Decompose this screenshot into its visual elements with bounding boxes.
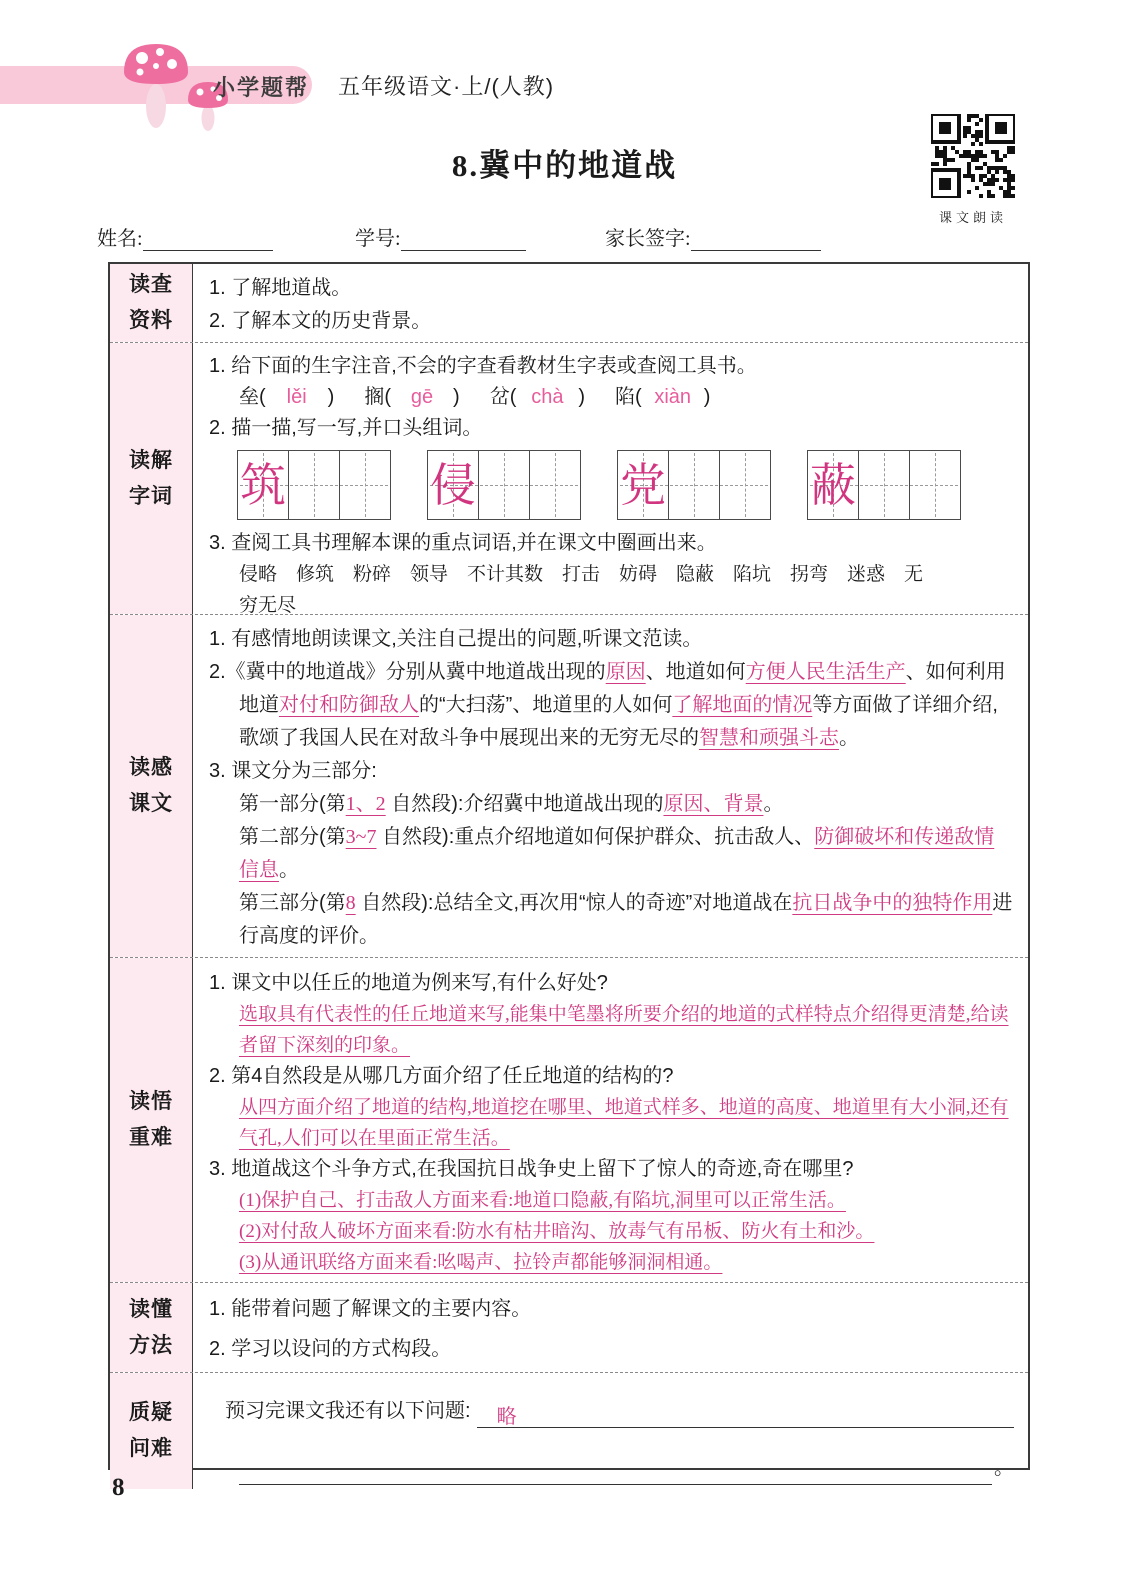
answer-line: 选取具有代表性的任丘地道来写,能集中笔墨将所要介绍的地道的式样特点介绍得更清楚,给读者留下深刻的印象。	[239, 1004, 1009, 1056]
writing-grid	[237, 450, 391, 520]
grid-blank-cell[interactable]	[668, 451, 719, 519]
text-part-2: 第二部分(第3~7 自然段):重点介绍地道如何保护群众、抗击敌人、防御破坏和传递敌情信息。	[239, 826, 995, 881]
qr-caption: 课文朗读	[938, 210, 1007, 225]
section-read-feel-text	[110, 615, 1028, 958]
answer-line: 从四方面介绍了地道的结构,地道挖在哪里、地道式样多、地道的高度、地道里有大小洞,还有气孔,人们可以在里面正常生活。	[239, 1097, 1009, 1149]
parent-signature-blank[interactable]	[691, 230, 821, 251]
student-id-label: 学号:	[355, 228, 401, 250]
name-field-label: 姓名:	[97, 228, 143, 250]
text-part-3: 第三部分(第8 自然段):总结全文,再次用“惊人的奇迹”对地道战在抗日战争中的独特作用进行高度的评价。	[239, 892, 1013, 947]
pinyin-line	[209, 382, 1014, 413]
list-item: 2. 学习以设问的方式构段。	[209, 1338, 452, 1360]
grid-char-cell: 党	[618, 451, 668, 519]
list-item: 1. 给下面的生字注音,不会的字查看教材生字表或查阅工具书。	[209, 355, 757, 377]
writing-grid	[807, 450, 961, 520]
parent-signature-label: 家长签字:	[605, 228, 691, 250]
list-item: 3. 查阅工具书理解本课的重点词语,并在课文中圈画出来。	[209, 532, 717, 554]
answer-blank-line[interactable]	[239, 1458, 992, 1485]
student-id-blank[interactable]	[401, 230, 526, 251]
page-title: 8.冀中的地道战	[451, 148, 678, 183]
word-list: 侵略 修筑 粉碎 领导 不计其数 打击 妨碍 隐蔽 陷坑 拐弯 迷惑 无穷无尽	[239, 564, 924, 614]
grid-blank-cell[interactable]	[858, 451, 909, 519]
list-item: 2.《冀中的地道战》分别从冀中地道战出现的原因、地道如何方便人民生活生产、如何利用地道对付和防御敌人的“大扫荡”、地道里的人如何了解地面的情况等方面做了详细介绍,歌颂了我国人民在对敌斗争中展现出来的无穷无尽的智慧和顽强斗志。	[209, 661, 1006, 749]
parent-signature-field	[605, 222, 821, 251]
qr-block	[928, 114, 1018, 226]
section-read-comprehend-difficulties	[110, 958, 1028, 1283]
row-label: 读感 课文	[110, 615, 193, 957]
page-number: 8	[112, 1474, 125, 1501]
pinyin-item: 岔( chà )	[489, 386, 586, 408]
brand-badge: 小学题帮	[213, 75, 310, 100]
grid-blank-cell[interactable]	[288, 451, 339, 519]
name-field	[97, 222, 273, 251]
section-read-explain-words	[110, 343, 1028, 615]
worksheet-table	[108, 262, 1030, 1479]
row-label: 质疑 问难	[110, 1373, 193, 1489]
row-label: 读解 字词	[110, 343, 193, 614]
list-item: 3. 课文分为三部分:	[209, 760, 377, 782]
list-item: 2. 了解本文的历史背景。	[209, 310, 432, 332]
answer-line: (3)从通讯联络方面来看:吆喝声、拉铃声都能够洞洞相通。	[239, 1252, 723, 1273]
grid-blank-cell[interactable]	[478, 451, 529, 519]
row-label: 读懂 方法	[110, 1283, 193, 1372]
pinyin-item: 垒( lěi )	[239, 386, 335, 408]
section-read-understand-method	[110, 1283, 1028, 1373]
grid-char-cell: 筑	[238, 451, 288, 519]
name-field-blank[interactable]	[143, 230, 273, 251]
writing-grid	[427, 450, 581, 520]
question-prompt: 预习完课文我还有以下问题:	[225, 1400, 471, 1422]
question: 3. 地道战这个斗争方式,在我国抗日战争史上留下了惊人的奇迹,奇在哪里?	[209, 1158, 854, 1180]
answer-line: (1)保护自己、打击敌人方面来看:地道口隐蔽,有陷坑,洞里可以正常生活。	[239, 1190, 846, 1211]
section-read-check-materials	[110, 264, 1028, 343]
edition-label: 五年级语文·上/(人教)	[338, 74, 555, 99]
list-item: 1. 能带着问题了解课文的主要内容。	[209, 1298, 532, 1320]
period-mark: 。	[994, 1457, 1014, 1479]
grid-char-cell: 蔽	[808, 451, 858, 519]
text-part-1: 第一部分(第1、2 自然段):介绍冀中地道战出现的原因、背景。	[239, 793, 784, 815]
list-item: 1. 了解地道战。	[209, 277, 352, 299]
question: 2. 第4自然段是从哪几方面介绍了任丘地道的结构的?	[209, 1065, 674, 1087]
grid-blank-cell[interactable]	[529, 451, 580, 519]
section-question-doubts	[110, 1373, 1028, 1489]
answer-line: (2)对付敌人破坏方面来看:防水有枯井暗沟、放毒气有吊板、防火有土和沙。	[239, 1221, 875, 1242]
grid-blank-cell[interactable]	[909, 451, 960, 519]
row-label: 读查 资料	[110, 264, 193, 342]
list-item: 1. 有感情地朗读课文,关注自己提出的问题,听课文范读。	[209, 628, 703, 650]
question: 1. 课文中以任丘的地道为例来写,有什么好处?	[209, 972, 608, 994]
answer-short: 略	[496, 1406, 517, 1428]
writing-grid	[617, 450, 771, 520]
student-id-field	[355, 222, 526, 251]
pinyin-item: 陷( xiàn )	[615, 386, 711, 408]
list-item: 2. 描一描,写一写,并口头组词。	[209, 417, 483, 439]
pinyin-item: 搁( gē )	[364, 386, 460, 408]
answer-blank-line[interactable]	[477, 1401, 1014, 1428]
writing-grids	[209, 450, 1014, 520]
grid-char-cell: 侵	[428, 451, 478, 519]
qr-code-icon	[931, 185, 1015, 202]
row-label: 读悟 重难	[110, 958, 193, 1282]
grid-blank-cell[interactable]	[339, 451, 390, 519]
grid-blank-cell[interactable]	[719, 451, 770, 519]
